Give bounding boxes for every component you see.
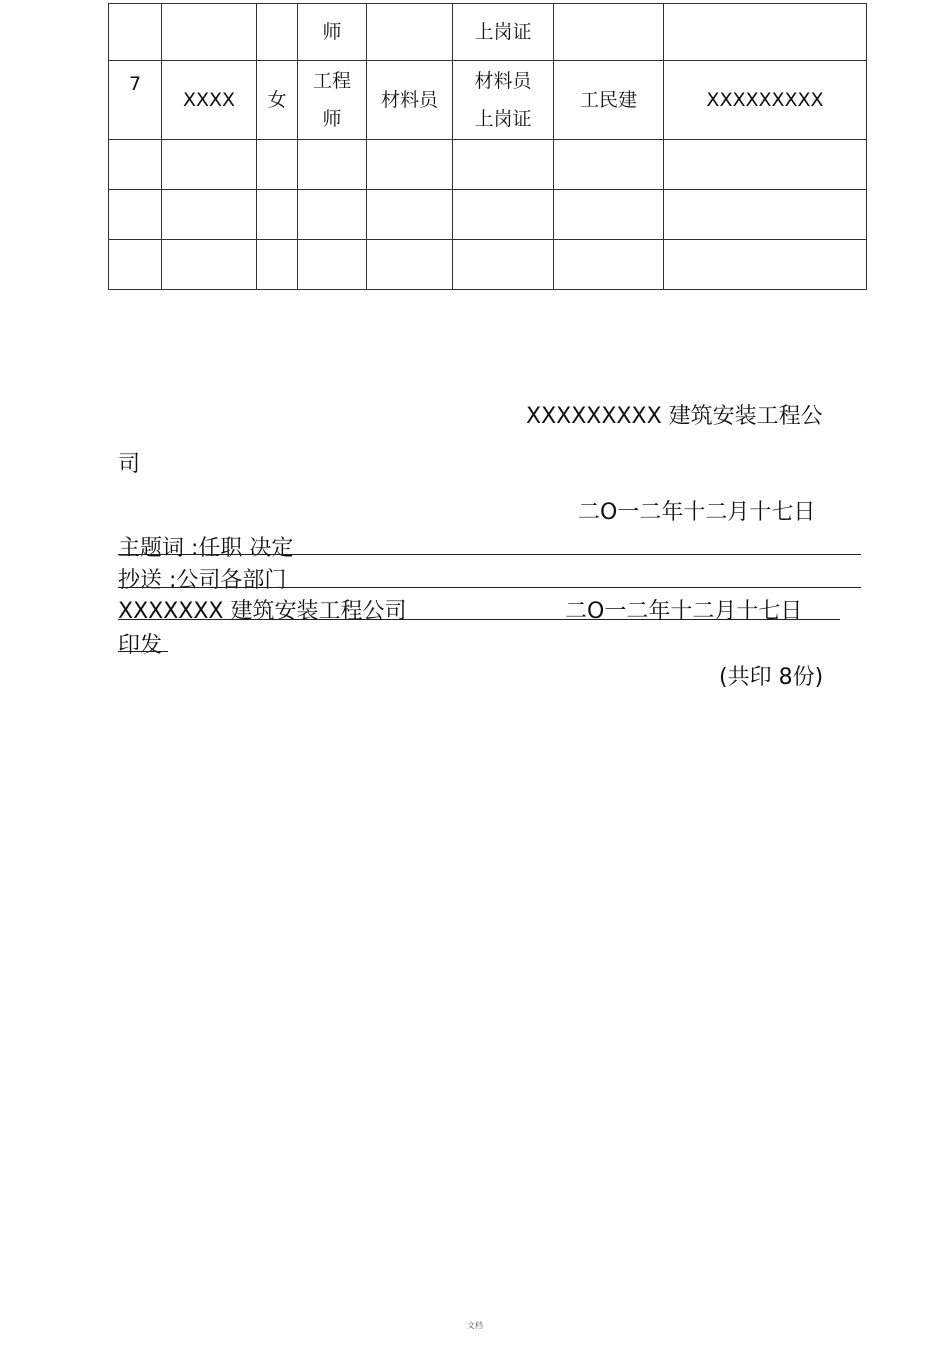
table-cell: 工程 师 [298, 61, 367, 140]
table-cell [554, 140, 664, 190]
table-cell [298, 140, 367, 190]
table-cell [664, 140, 867, 190]
table-cell: 工民建 [554, 61, 664, 140]
table-row [109, 190, 867, 240]
table-cell [367, 140, 453, 190]
table-row [109, 4, 867, 61]
table-cell: 上岗证 [453, 4, 554, 61]
table-cell [162, 240, 257, 290]
issuing-company-line1: XXXXXXXXX 建筑安装工程公 [526, 404, 823, 429]
issuer-name: XXXXXXX 建筑安装工程公司 [118, 599, 407, 624]
footer-label: 文档 [467, 1321, 483, 1330]
issue-date: 二O一二年十二月十七日 [565, 599, 803, 624]
table-cell [664, 4, 867, 61]
table-cell [257, 4, 298, 61]
issuer-underline [118, 619, 840, 620]
table-cell: XXXXXXXXX [664, 61, 867, 140]
table-cell [109, 140, 162, 190]
table-cell [453, 190, 554, 240]
subject-keywords: 主题词 :任职 决定 [118, 536, 294, 561]
table-cell [257, 240, 298, 290]
subject-underline [118, 554, 861, 555]
table-cell [664, 190, 867, 240]
table-cell: 材料员 上岗证 [453, 61, 554, 140]
issue-label: 印发 [118, 633, 163, 658]
table-cell: 师 [298, 4, 367, 61]
table-cell [109, 240, 162, 290]
table-cell [367, 4, 453, 61]
table-cell [298, 190, 367, 240]
appointment-table [108, 3, 867, 290]
table-cell [367, 190, 453, 240]
copies-count: (共印 8份) [719, 665, 824, 690]
table-cell: 女 [257, 61, 298, 140]
cc-recipients: 抄送 :公司各部门 [118, 568, 287, 593]
table-cell [257, 190, 298, 240]
table-cell [162, 190, 257, 240]
cc-underline [118, 587, 861, 588]
table-cell [453, 140, 554, 190]
table-cell [109, 190, 162, 240]
table-cell [162, 140, 257, 190]
table-cell [298, 240, 367, 290]
table-cell [109, 4, 162, 61]
table-row [109, 61, 867, 140]
table-cell [554, 4, 664, 61]
table-cell [664, 240, 867, 290]
signature-date: 二O一二年十二月十七日 [578, 500, 816, 525]
table-cell [554, 240, 664, 290]
table-cell [162, 4, 257, 61]
table-cell [257, 140, 298, 190]
table-cell: 材料员 [367, 61, 453, 140]
table-cell [554, 190, 664, 240]
issuing-company-line2: 司 [118, 452, 141, 477]
table-row [109, 140, 867, 190]
table-cell [453, 240, 554, 290]
issue-label-underline [118, 651, 168, 652]
table-cell [367, 240, 453, 290]
table-row [109, 240, 867, 290]
table-cell: XXXX [162, 61, 257, 140]
table-cell: 7 [109, 61, 162, 140]
